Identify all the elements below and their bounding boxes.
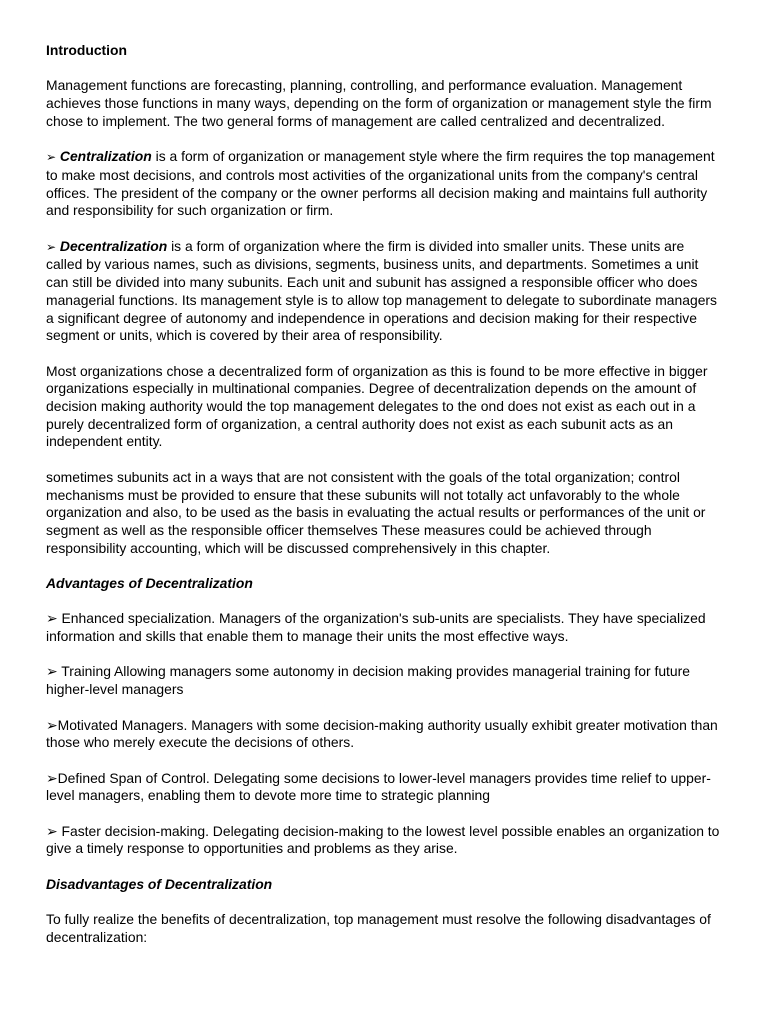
subunits-paragraph: sometimes subunits act in a ways that are not consistent with the goals of the total organization; control mechanisms must be provided to ensure that these subunits will not totally act unfavorably to the whole organization and also, to be used as the basis in evaluating the actual results or performances of the unit or segment as well as the responsible officer themselves These measures could be achieved through responsibility accounting, which will be discussed comprehensively in this chapter. (46, 468, 706, 556)
most-organizations-paragraph: Most organizations chose a decentralized form of organization as this is found to be more effective in bigger organizations especially in multinational companies. Degree of decentralization depends on the amount of decision making authority would the top management delegates to the ond does not exist as each out in a purely decentralized form of organization, a central authority does not exist as each subunit acts as an independent entity. (46, 362, 708, 450)
advantage-item: ➢ Enhanced specialization. Managers of the organization's sub-units are specialists. They have specialized information and skills that enable them to manage their units the most effective ways. (46, 610, 706, 645)
disadvantages-heading: Disadvantages of Decentralization (46, 875, 273, 892)
centralization-text: is a form of organization or management style where the firm requires the top management to make most decisions, and controls most activities of the organizational units from the company's central offices. The president of the company or the owner performs all decision making and maintains full authority and responsibility for such organization or firm. (46, 148, 715, 219)
arrow-bullet-icon: ➢ (46, 150, 57, 165)
advantage-item: ➢Motivated Managers. Managers with some decision-making authority usually exhibit greater motivation than those who merely execute the decisions of others. (46, 716, 718, 751)
centralization-paragraph (46, 148, 722, 220)
arrow-bullet-icon: ➢ (46, 239, 57, 254)
advantage-item: ➢ Training Allowing managers some autonomy in decision making provides managerial training for future higher-level managers (46, 663, 690, 698)
centralization-term: Centralization (59, 148, 152, 165)
document-page (46, 42, 722, 964)
decentralization-term: Decentralization (59, 237, 168, 254)
advantages-heading: Advantages of Decentralization (46, 575, 253, 591)
advantage-item: ➢Defined Span of Control. Delegating some decisions to lower-level managers provides time relief to upper-level managers, enabling them to devote more time to strategic planning (46, 769, 711, 804)
introduction-heading: Introduction (46, 42, 128, 58)
intro-paragraph: Management functions are forecasting, planning, controlling, and performance evaluation. Management achieves those functions in many ways, depending on the form of organization or management style the firm chose to implement. The two general forms of management are called centralized and decentralized. (46, 77, 712, 129)
advantage-item: ➢ Faster decision-making. Delegating decision-making to the lowest level possible enables an organization to give a timely response to opportunities and problems as they arise. (46, 822, 720, 857)
decentralization-paragraph (46, 238, 722, 345)
disadvantages-intro-paragraph: To fully realize the benefits of decentralization, top management must resolve the following disadvantages of decentralization: (46, 911, 711, 945)
decentralization-text: is a form of organization where the firm is divided into smaller units. These units are called by various names, such as divisions, segments, business units, and departments. Sometimes a unit can still be divided into many subunits. Each unit and subunit has assigned a responsible officer who does managerial functions. Its management style is to allow top management to delegate to subordinate managers a significant degree of autonomy and independence in operations and decision making for their respective segment or units, which is covered by their area of responsibility. (46, 237, 717, 344)
